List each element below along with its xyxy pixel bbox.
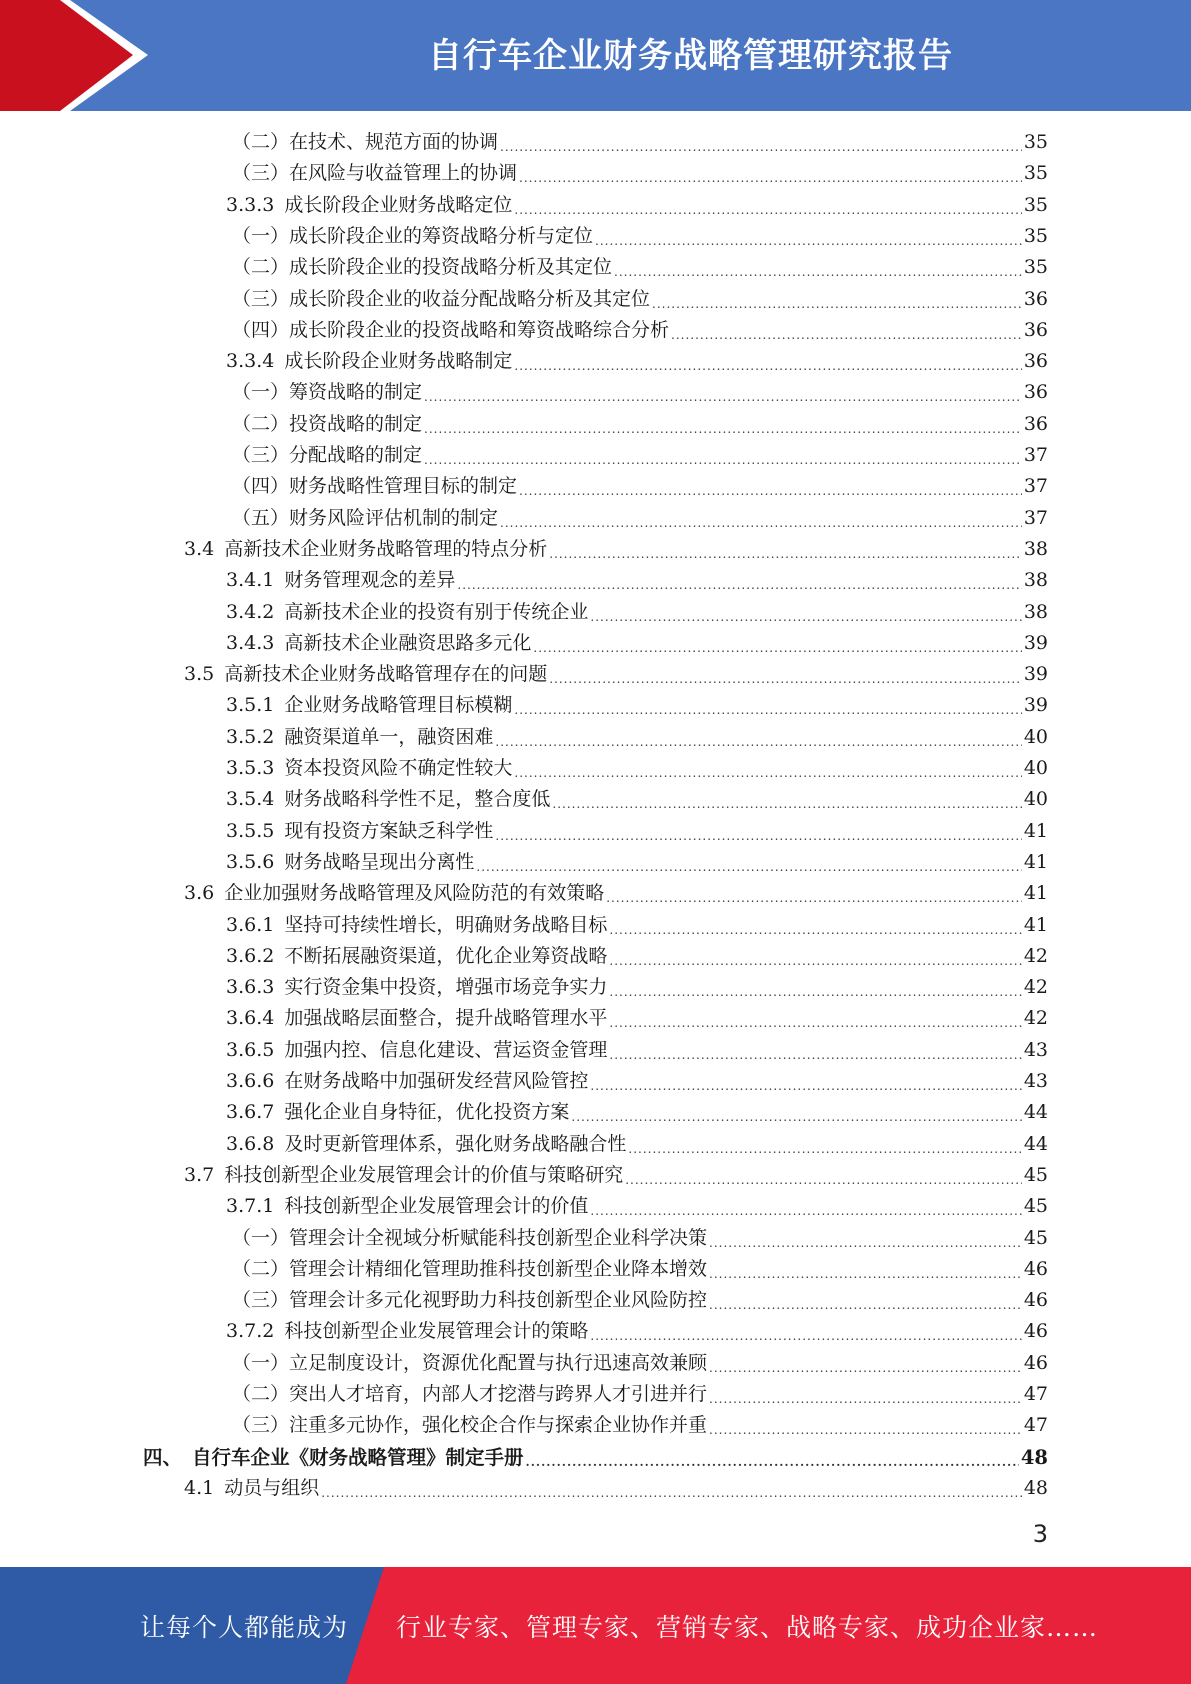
toc-entry-title: 强化企业自身特征，优化投资方案: [284, 1101, 570, 1124]
toc-entry-title: 加强内控、信息化建设、营运资金管理: [284, 1038, 608, 1061]
toc-entry-title: 管理会计精细化管理助推科技创新型企业降本增效: [289, 1257, 708, 1280]
toc-entry[interactable]: [226, 565, 1048, 596]
toc-entry-number: 四、: [143, 1445, 183, 1469]
toc-entry-page: 46: [1023, 1351, 1048, 1374]
toc-entry[interactable]: [226, 1003, 1048, 1034]
toc-entry-number: （五）: [232, 506, 290, 529]
toc-entry-number: （一）: [232, 1226, 290, 1249]
toc-entry-page: 45: [1023, 1163, 1048, 1186]
toc-dot-leader: [709, 1419, 1022, 1441]
toc-entry-title: 高新技术企业融资思路多元化: [284, 631, 532, 654]
toc-entry-number: 3.5.2: [226, 725, 275, 748]
toc-entry[interactable]: [232, 1348, 1048, 1379]
toc-entry[interactable]: [232, 377, 1048, 408]
toc-entry-number: （一）: [232, 224, 290, 247]
toc-entry-page: 38: [1023, 537, 1048, 560]
toc-entry-title: 成长阶段企业的投资战略分析及其定位: [289, 256, 613, 279]
toc-entry[interactable]: [226, 722, 1048, 753]
toc-dot-leader: [652, 293, 1022, 315]
toc-dot-leader: [519, 167, 1022, 189]
toc-entry[interactable]: [226, 1097, 1048, 1128]
toc-entry-page: 46: [1023, 1257, 1048, 1280]
toc-entry[interactable]: [226, 690, 1048, 721]
toc-dot-leader: [514, 762, 1021, 784]
toc-entry-title: 成长阶段企业财务战略制定: [284, 350, 513, 373]
toc-entry-title: 成长阶段企业财务战略定位: [284, 193, 513, 216]
toc-entry[interactable]: [184, 1160, 1048, 1191]
toc-entry[interactable]: [232, 127, 1048, 158]
document-title: 自行车企业财务战略管理研究报告: [428, 35, 953, 76]
toc-dot-leader: [590, 1075, 1021, 1097]
toc-entry-page: 38: [1023, 569, 1048, 592]
toc-entry-page: 36: [1023, 350, 1048, 373]
toc-entry-number: 3.6.5: [226, 1038, 275, 1061]
toc-dot-leader: [514, 699, 1021, 721]
toc-entry-title: 在技术、规范方面的协调: [289, 131, 499, 153]
toc-entry-page: 39: [1023, 631, 1048, 654]
toc-entry-title: 高新技术企业财务战略管理的特点分析: [224, 537, 548, 560]
toc-entry-title: 投资战略的制定: [289, 412, 423, 435]
toc-entry-page: 36: [1023, 287, 1048, 310]
toc-dot-leader: [571, 1106, 1021, 1128]
toc-entry-title: 在财务战略中加强研发经营风险管控: [284, 1070, 589, 1092]
toc-entry-number: （一）: [232, 381, 290, 404]
toc-entry-page: 41: [1023, 819, 1048, 842]
toc-dot-leader: [590, 606, 1021, 628]
toc-entry-title: 加强战略层面整合，提升战略管理水平: [284, 1007, 608, 1030]
toc-entry-number: 3.5.4: [226, 788, 275, 811]
toc-dot-leader: [495, 825, 1021, 847]
toc-entry-page: 45: [1023, 1226, 1048, 1249]
toc-entry[interactable]: [226, 346, 1048, 377]
toc-dot-leader: [495, 731, 1021, 753]
toc-entry-number: （四）: [232, 475, 290, 498]
toc-entry-number: （四）: [232, 318, 290, 341]
toc-entry-page: 48: [1020, 1445, 1048, 1469]
page-number: 3: [1032, 1520, 1048, 1548]
toc-entry-number: （二）: [232, 131, 290, 153]
toc-entry[interactable]: [232, 1410, 1048, 1441]
toc-entry[interactable]: [226, 1191, 1048, 1222]
toc-entry-page: 35: [1023, 131, 1048, 153]
toc-entry-number: 3.6.7: [226, 1101, 275, 1124]
toc-entry-number: 3.5.1: [226, 694, 275, 717]
toc-entry[interactable]: [232, 409, 1048, 440]
toc-entry-number: （二）: [232, 1383, 290, 1405]
toc-entry[interactable]: [184, 659, 1048, 690]
toc-entry-title: 融资渠道单一，融资困难: [284, 725, 494, 748]
toc-entry-page: 35: [1023, 162, 1048, 185]
toc-entry-page: 38: [1023, 600, 1048, 623]
toc-entry-title: 管理会计多元化视野助力科技创新型企业风险防控: [289, 1289, 708, 1312]
toc-dot-leader: [424, 386, 1022, 408]
toc-dot-leader: [549, 543, 1022, 565]
toc-dot-leader: [552, 793, 1021, 815]
toc-entry[interactable]: [232, 440, 1048, 471]
toc-dot-leader: [606, 887, 1022, 909]
toc-entry-number: 3.5.6: [226, 850, 275, 873]
toc-entry-page: 47: [1023, 1383, 1048, 1405]
toc-entry-page: 42: [1023, 944, 1048, 967]
toc-entry-title: 分配战略的制定: [289, 444, 423, 466]
toc-entry[interactable]: [232, 284, 1048, 315]
toc-entry[interactable]: [232, 252, 1048, 283]
toc-entry-page: 39: [1023, 694, 1048, 717]
toc-entry-page: 40: [1023, 725, 1048, 748]
toc-entry-title: 现有投资方案缺乏科学性: [284, 819, 494, 842]
toc-dot-leader: [549, 668, 1022, 690]
toc-entry-number: （三）: [232, 1289, 290, 1312]
toc-entry-title: 财务战略科学性不足，整合度低: [284, 788, 551, 811]
toc-entry-number: 3.5.5: [226, 819, 275, 842]
toc-entry-title: 成长阶段企业的筹资战略分析与定位: [289, 224, 594, 247]
toc-entry-title: 自行车企业《财务战略管理》制定手册: [192, 1445, 524, 1469]
toc-entry-title: 突出人才培育，内部人才挖潜与跨界人才引进并行: [289, 1383, 708, 1405]
toc-entry-number: 3.6.2: [226, 944, 275, 967]
toc-dot-leader: [514, 199, 1021, 221]
toc-dot-leader: [424, 449, 1022, 471]
toc-entry-title: 科技创新型企业发展管理会计的策略: [284, 1320, 589, 1343]
toc-entry-page: 43: [1023, 1070, 1048, 1092]
toc-entry[interactable]: [226, 972, 1048, 1003]
toc-entry-title: 科技创新型企业发展管理会计的价值: [284, 1195, 589, 1218]
toc-entry[interactable]: [226, 190, 1048, 221]
toc-dot-leader: [709, 1294, 1022, 1316]
toc-entry-number: （二）: [232, 412, 290, 435]
toc-entry-title: 高新技术企业的投资有别于传统企业: [284, 600, 589, 623]
toc-entry-title: 及时更新管理体系，强化财务战略融合性: [284, 1132, 627, 1155]
toc-dot-leader: [590, 1325, 1021, 1347]
toc-entry-number: 3.6.4: [226, 1007, 275, 1030]
toc-entry[interactable]: [232, 221, 1048, 252]
toc-entry-number: 3.6.3: [226, 976, 275, 999]
toc-entry-number: （三）: [232, 162, 290, 185]
toc-entry-title: 立足制度设计，资源优化配置与执行迅速高效兼顾: [289, 1351, 708, 1374]
toc-entry[interactable]: [232, 1254, 1048, 1285]
toc-dot-leader: [500, 136, 1022, 158]
toc-entry-page: 41: [1023, 913, 1048, 936]
toc-dot-leader: [533, 637, 1021, 659]
toc-entry-number: 3.3.4: [226, 350, 275, 373]
toc-dot-leader: [476, 856, 1021, 878]
toc-entry[interactable]: [232, 1379, 1048, 1410]
toc-dot-leader: [424, 418, 1022, 440]
toc-entry-page: 39: [1023, 663, 1048, 686]
toc-dot-leader: [628, 1138, 1021, 1160]
toc-entry-title: 财务风险评估机制的制定: [289, 506, 499, 529]
toc-entry[interactable]: [226, 941, 1048, 972]
toc-entry-title: 动员与组织: [224, 1476, 320, 1499]
toc-entry-title: 高新技术企业财务战略管理存在的问题: [224, 663, 548, 686]
toc-entry[interactable]: [226, 1129, 1048, 1160]
toc-entry[interactable]: [226, 628, 1048, 659]
toc-entry-page: 37: [1023, 475, 1048, 498]
footer-slogan-right: 行业专家、管理专家、营销专家、战略专家、成功企业家……: [396, 1612, 1099, 1642]
toc-entry[interactable]: [232, 471, 1048, 502]
toc-dot-leader: [709, 1263, 1022, 1285]
toc-entry-page: 35: [1023, 193, 1048, 216]
toc-entry-page: 35: [1023, 256, 1048, 279]
toc-dot-leader: [709, 1232, 1022, 1254]
toc-entry-number: 3.7.1: [226, 1195, 275, 1218]
toc-entry-title: 管理会计全视域分析赋能科技创新型企业科学决策: [289, 1226, 708, 1249]
toc-entry-number: 3.4.2: [226, 600, 275, 623]
toc-entry-page: 43: [1023, 1038, 1048, 1061]
toc-entry-number: 4.1: [184, 1476, 215, 1499]
toc-dot-leader: [671, 324, 1022, 346]
toc-entry-title: 在风险与收益管理上的协调: [289, 162, 518, 185]
toc-entry-page: 46: [1023, 1320, 1048, 1343]
toc-entry-title: 企业加强财务战略管理及风险防范的有效策略: [224, 882, 605, 905]
toc-entry[interactable]: [226, 816, 1048, 847]
toc-entry-page: 41: [1023, 882, 1048, 905]
toc-dot-leader: [609, 950, 1021, 972]
toc-entry-title: 财务管理观念的差异: [284, 569, 456, 592]
toc-entry[interactable]: [143, 1442, 1048, 1473]
toc-entry-number: 3.4.1: [226, 569, 275, 592]
toc-entry-page: 44: [1023, 1132, 1048, 1155]
toc-entry[interactable]: [232, 315, 1048, 346]
toc-entry-page: 37: [1023, 506, 1048, 529]
toc-entry[interactable]: [232, 503, 1048, 534]
toc-entry-title: 实行资金集中投资，增强市场竞争实力: [284, 976, 608, 999]
toc-entry-number: 3.7.2: [226, 1320, 275, 1343]
toc-entry-page: 37: [1023, 444, 1048, 466]
toc-entry-number: （一）: [232, 1351, 290, 1374]
page-header: [0, 0, 1191, 111]
toc-entry-number: 3.6: [184, 882, 215, 905]
toc-entry-page: 45: [1023, 1195, 1048, 1218]
toc-entry-page: 47: [1023, 1414, 1048, 1437]
toc-entry[interactable]: [232, 158, 1048, 189]
toc-entry-number: 3.6.1: [226, 913, 275, 936]
toc-dot-leader: [526, 1451, 1019, 1473]
toc-entry-number: （三）: [232, 287, 290, 310]
toc-entry-number: 3.6.6: [226, 1070, 275, 1092]
toc-entry[interactable]: [232, 1223, 1048, 1254]
toc-dot-leader: [590, 1200, 1021, 1222]
toc-dot-leader: [609, 981, 1021, 1003]
toc-entry-page: 40: [1023, 788, 1048, 811]
toc-entry-page: 46: [1023, 1289, 1048, 1312]
toc-dot-leader: [609, 919, 1021, 941]
toc-dot-leader: [609, 1012, 1021, 1034]
toc-dot-leader: [709, 1388, 1022, 1410]
toc-entry-title: 不断拓展融资渠道，优化企业筹资战略: [284, 944, 608, 967]
toc-entry-page: 42: [1023, 976, 1048, 999]
toc-entry-title: 筹资战略的制定: [289, 381, 423, 404]
toc-entry-number: 3.4.3: [226, 631, 275, 654]
toc-dot-leader: [457, 574, 1021, 596]
toc-entry-number: （三）: [232, 1414, 290, 1437]
toc-entry-title: 资本投资风险不确定性较大: [284, 757, 513, 779]
footer-slogan-left: 让每个人都能成为: [140, 1612, 349, 1642]
toc-entry-title: 财务战略呈现出分离性: [284, 850, 475, 873]
toc-entry-title: 成长阶段企业的收益分配战略分析及其定位: [289, 287, 651, 310]
toc-entry-number: 3.6.8: [226, 1132, 275, 1155]
toc-entry[interactable]: [184, 878, 1048, 909]
toc-entry-page: 40: [1023, 757, 1048, 779]
toc-entry[interactable]: [226, 1066, 1048, 1097]
toc-entry-page: 42: [1023, 1007, 1048, 1030]
toc-entry-title: 成长阶段企业的投资战略和筹资战略综合分析: [289, 318, 670, 341]
toc-entry-page: 35: [1023, 224, 1048, 247]
toc-dot-leader: [519, 480, 1022, 502]
toc-entry-title: 企业财务战略管理目标模糊: [284, 694, 513, 717]
toc-entry-page: 44: [1023, 1101, 1048, 1124]
toc-entry-title: 坚持可持续性增长，明确财务战略目标: [284, 913, 608, 936]
page-footer: [0, 1567, 1191, 1684]
toc-entry[interactable]: [226, 910, 1048, 941]
toc-entry-page: 41: [1023, 850, 1048, 873]
toc-dot-leader: [321, 1482, 1022, 1504]
toc-entry-title: 科技创新型企业发展管理会计的价值与策略研究: [224, 1163, 624, 1186]
toc-entry[interactable]: [184, 1473, 1048, 1504]
toc-entry[interactable]: [226, 597, 1048, 628]
toc-entry[interactable]: [226, 753, 1048, 784]
toc-entry[interactable]: [184, 534, 1048, 565]
toc-entry-title: 注重多元协作，强化校企合作与探索企业协作并重: [289, 1414, 708, 1437]
toc-entry[interactable]: [226, 1316, 1048, 1347]
toc-entry-number: 3.5.3: [226, 757, 275, 779]
toc-dot-leader: [514, 355, 1021, 377]
toc-entry-number: （二）: [232, 1257, 290, 1280]
toc-dot-leader: [595, 230, 1022, 252]
toc-dot-leader: [614, 261, 1022, 283]
toc-entry[interactable]: [226, 1035, 1048, 1066]
toc-entry-number: 3.7: [184, 1163, 215, 1186]
toc-dot-leader: [500, 512, 1022, 534]
toc-entry[interactable]: [226, 784, 1048, 815]
toc-dot-leader: [709, 1357, 1022, 1379]
toc-entry-number: 3.4: [184, 537, 215, 560]
toc-dot-leader: [625, 1169, 1022, 1191]
toc-entry-number: （二）: [232, 256, 290, 279]
toc-entry[interactable]: [232, 1285, 1048, 1316]
toc-entry-page: 36: [1023, 381, 1048, 404]
toc-entry-title: 财务战略性管理目标的制定: [289, 475, 518, 498]
toc-entry-page: 36: [1023, 412, 1048, 435]
toc-entry-number: 3.5: [184, 663, 215, 686]
toc-entry[interactable]: [226, 847, 1048, 878]
toc-entry-page: 36: [1023, 318, 1048, 341]
toc-entry-number: 3.3.3: [226, 193, 275, 216]
toc-entry-page: 48: [1023, 1476, 1048, 1499]
toc-dot-leader: [609, 1044, 1021, 1066]
toc-entry-number: （三）: [232, 444, 290, 466]
